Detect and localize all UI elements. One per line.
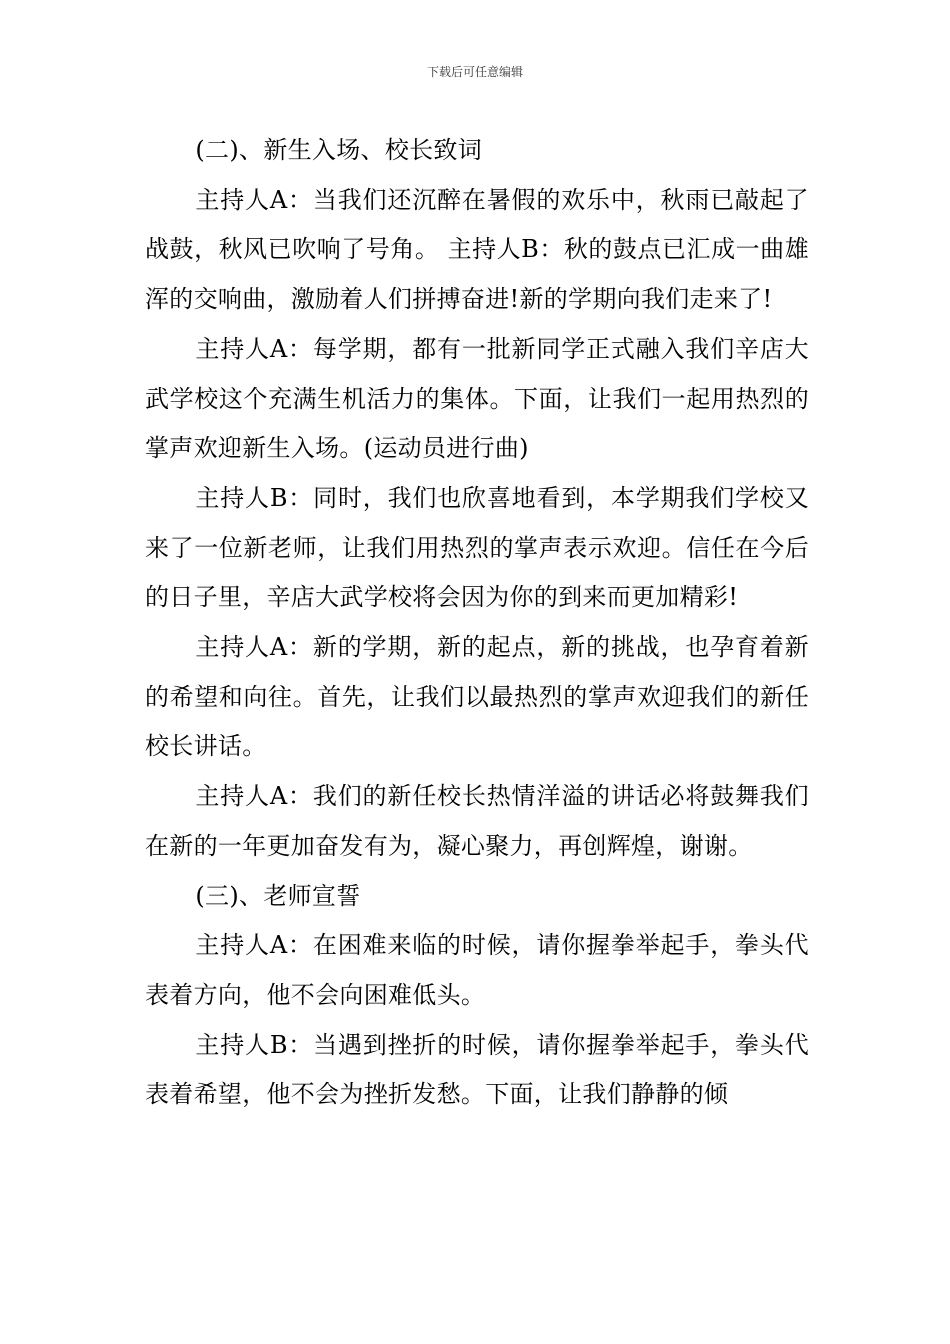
paragraph: 主持人A：新的学期，新的起点，新的挑战，也孕育着新的希望和向往。首先，让我们以最热烈的掌声欢迎我们的新任校长讲话。 [145, 633, 809, 761]
paragraph: 主持人A：我们的新任校长热情洋溢的讲话必将鼓舞我们在新的一年更加奋发有为，凝心聚力，再创辉煌，谢谢。 [145, 782, 809, 860]
section-heading-new-students: (二)、新生入场、校长致词 [195, 136, 483, 164]
paragraph: 主持人A：每学期，都有一批新同学正式融入我们辛店大武学校这个充满生机活力的集体。下面，让我们一起用热烈的掌声欢迎新生入场。(运动员进行曲) [145, 334, 809, 463]
paragraph: 主持人B：当遇到挫折的时候，请你握拳举起手，拳头代表着希望，他不会为挫折发愁。下面，让我们静静的倾 [145, 1030, 809, 1109]
paragraph: 主持人B：同时，我们也欣喜地看到，本学期我们学校又来了一位新老师，让我们用热烈的掌声表示欢迎。信任在今后的日子里，辛店大武学校将会因为你的到来而更加精彩! [145, 483, 809, 612]
document-body [145, 126, 809, 1120]
section-heading-teacher-oath: (三)、老师宣誓 [195, 881, 361, 910]
paragraph: 主持人A：在困难来临的时候，请你握拳举起手，拳头代表着方向，他不会向困难低头。 [145, 931, 809, 1009]
paragraph: 主持人A：当我们还沉醉在暑假的欢乐中，秋雨已敲起了战鼓，秋风已吹响了号角。 主持人B：秋的鼓点已汇成一曲雄浑的交响曲，激励着人们拼搏奋进!新的学期向我们走来了! [145, 185, 809, 314]
page-header: 下载后可任意编辑 [426, 65, 523, 79]
